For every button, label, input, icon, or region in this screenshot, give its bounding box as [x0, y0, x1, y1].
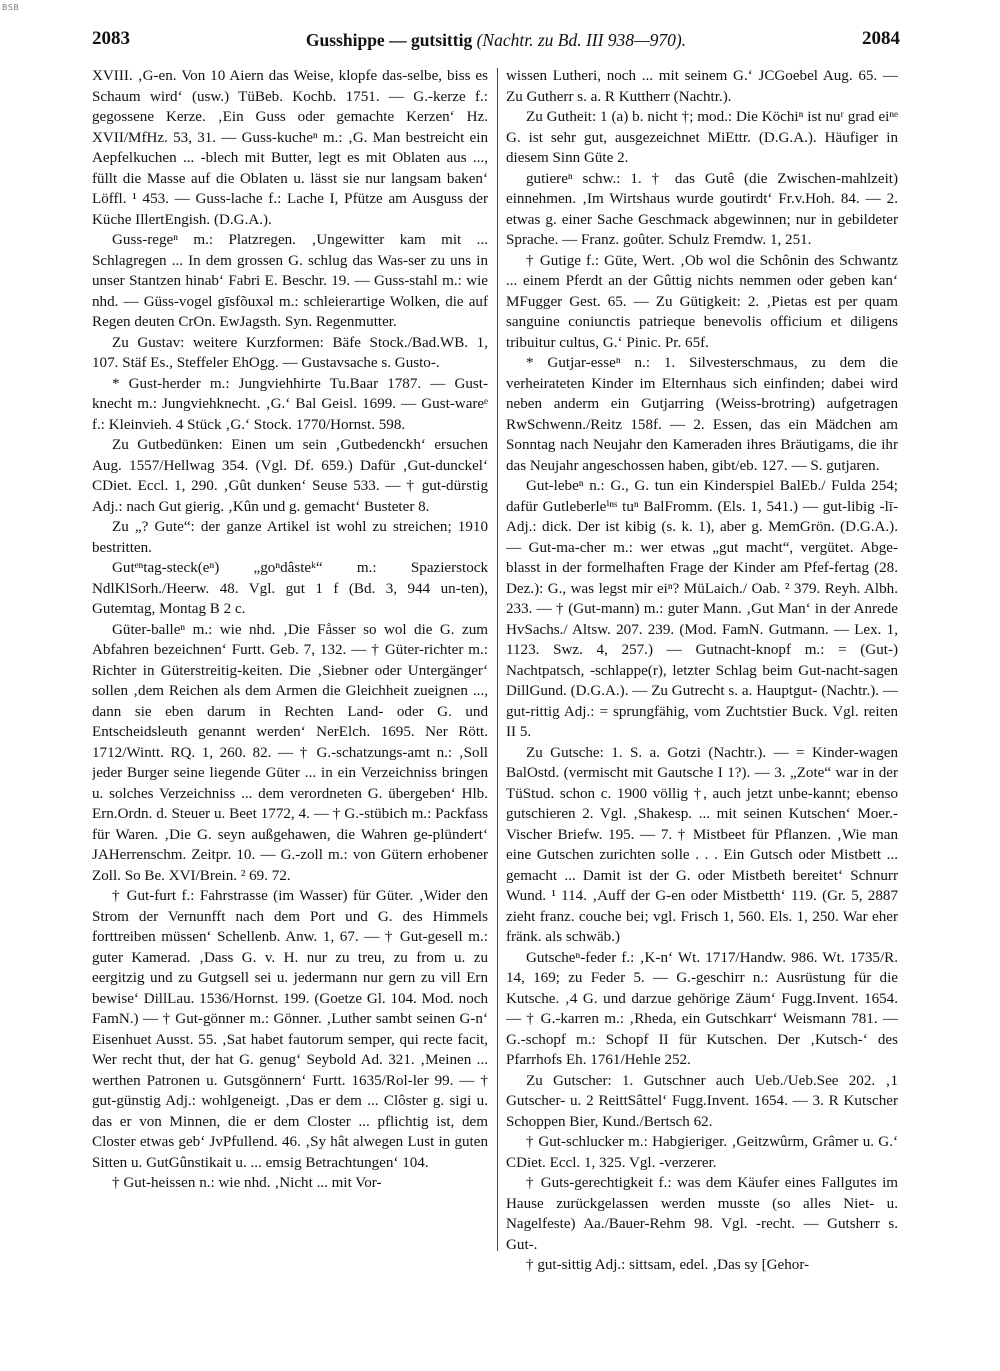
page-header — [92, 28, 900, 54]
entry-paragraph: † Gut-heissen n.: wie nhd. ‚Nicht ... mit Vor- — [112, 1175, 382, 1191]
running-subtitle: (Nachtr. zu Bd. III 938—970). — [476, 30, 687, 50]
entry-paragraph: XVIII. ‚G-en. Von 10 Aiern das Weise, klopfe das-selbe, biss es Schaum wird‘ (usw.) TüBeb. Kochb. 1751. — G.-kerze f.: gegossene Kerze. ‚Ein Guss oder gemachte Kerzen‘ Hz. XVII/MfHz. 53, 31. — Guss-kucheⁿ m.: ‚G. Man bestreicht ein Aepfelkuchen ... -blech mit Butter, legt es mit Oblaten aus ..., füllt die Masse auf die Oblaten u. lässt sie nur langsam baken‘ Löffl. ¹ 453. — Guss-lache f.: Lache I, Pfütze am Ausguss der Küche IllertEngish. (D.G.A.). — [92, 68, 488, 228]
entry-paragraph: † Gutige f.: Güte, Wert. ‚Ob wol die Schônin des Schwantz ... einem Pferdt an der Gûttig nichts nemmen oder geben kan‘ MFugger Gest. 65. — Zu Gütigkeit: 2. ‚Pietas est per quam sanguine coniunctis patrieque benevolis officium et diligens tribuitur cultus, G.‘ Pinic. Pr. 65f. — [506, 252, 898, 351]
entry-paragraph: Zu Gutscher: 1. Gutschner auch Ueb./Ueb.See 202. ‚1 Gutscher- u. 2 ReittSâttel‘ Fugg.Invent. 1654. — 3. R Kutscher Schoppen Bier, Kund./Bertsch 62. — [506, 1072, 898, 1130]
page-number-left: 2083 — [92, 28, 130, 49]
headword-range: Gusshippe — gutsittig — [305, 30, 473, 50]
entry-paragraph: † gut-sittig Adj.: sittsam, edel. ‚Das sy [Gehor- — [526, 1257, 810, 1273]
right-column — [506, 66, 898, 1347]
page-number-right: 2084 — [862, 28, 900, 49]
entry-paragraph: * Gutjar-esseⁿ n.: 1. Silvesterschmaus, zu dem die verheirateten Kinder im Elternhaus sich einfinden; dabei wird neben anderm ein Gutjarring (Weiss-brotring) aufgetragen RwSchwenn./Reitz 158f. — 2. Essen, das ein Mädchen am Sonntag nach Neujahr den Kameraden ihres Bräutigams, die ihr das Neujahr angeschossen haben, gibt/eb. 127. — S. gutjaren. — [506, 355, 898, 474]
entry-paragraph: wissen Lutheri, noch ... mit seinem G.‘ JCGoebel Aug. 65. — Zu Gutherr s. a. R Kuttherr (Nachtr.). — [506, 68, 898, 105]
entry-paragraph: gutiereⁿ schw.: 1. † das Gutê (die Zwischen-mahlzeit) einnehmen. ‚Im Wirtshaus wurde goutirdt‘ Fr.v.Hoh. 84. — 2. etwas g. einer Sache Geschmack abgewinnen; nur in gebildeter Sprache. — Franz. goûter. Schulz Fremdw. 1, 251. — [506, 170, 898, 248]
entry-paragraph: † Gut-furt f.: Fahrstrasse (im Wasser) für Güter. ‚Wider den Strom der Vernunfft nach dem Port und G. des Himmels forttreiben müssen‘ Schellenb. Anw. 1, 67. — † Gut-gesell m.: guter Kamerad. ‚Dass G. v. H. nur zu treu, zu from u. zu eergitzig und zu Gutgsell sei u. jedermann nur gern zu vill Ern bewise‘ DillLau. 1536/Hornst. 199. (Goetze Gl. 104. Mod. noch FamN.) — † Gut-gönner m.: Gönner. ‚Luther sambt seinen G-n‘ Eisenhuet Ausst. 55. ‚Sat habet fautorum semper, qui recte facit, Wer recht thut, der hat G. genug‘ Seybold Ad. 321. ‚Meinen ... werthen Patronen u. Gutsgönnern‘ Furtt. 1635/Rol-ler 99. — † gut-günstig Adj.: wohlgeneigt. ‚Das er dem ... Clôster g. sigi u. das er von Minnen, die er dem Closter ... pflichtig ist, dem Closter etwas geb‘ JvPfullend. 46. ‚Sy hât alwegen Lust in guten Sitten u. GutGûnstikait u. ... emsig Betrachtungen‘ 104. — [92, 888, 488, 1171]
entry-paragraph: Gutᵉⁿtag-steck(eⁿ) „goⁿdâsteᵏ“ m.: Spazierstock NdlKlSorh./Heerw. 48. Vgl. gut 1 f (Bd. 3, 944 un-ten), Gutemtag, Montag B 2 c. — [92, 560, 488, 617]
entry-paragraph: Güter-balleⁿ m.: wie nhd. ‚Die Fåsser so wol die G. zum Abfahren bezeichnen‘ Furtt. Geb. 7, 132. — † Güter-richter m.: Richter in Güterstreitig-keiten. Die ‚Siebner oder Untergänger‘ sollen ‚dem Reichen als dem Armen die Gleichheit zueignen ..., dann sie eben darum in Rechten Land- oder G. und Entscheidsleuth genannt werden‘ NerElch. 1695. Ner Rött. 1712/Wintt. RQ. 1, 260. 82. — † G.-schatzungs-amt n.: ‚Soll jeder Burger seine liegende Güter ... in ein Verzeichniss bringen u. solches Verzeichniss ... dem verordneten G. übergeben‘ Hlb. Ern.Ordn. d. Steuer u. Beet 1772, 4. — † G.-stübich m.: Packfass für Waren. ‚Die G. seyn außgehawen, die Wahren ge-plündert‘ JAHerrenschm. Zeitpr. 10. — G.-zoll m.: von Gütern erhobener Zoll. So Be. XVI/Brein. ² 69. 72. — [92, 621, 488, 884]
entry-paragraph: Gutscheⁿ-feder f.: ‚K-n‘ Wt. 1717/Handw. 986. Wt. 1735/R. 14, 169; zu Feder 5. — G.-geschirr n.: Ausrüstung für die Kutsche. ‚4 G. und darzue gehörige Zäum‘ Fugg.Invent. 1654. — † G.-karren m.: ‚Rheda, ein Gutschkarr‘ Weismann 781. — G.-schopf m.: Schopf II für Kutschen. Der ‚Kutsch-‘ des Pfarrhofs Eh. 1761/Hehle 252. — [506, 949, 898, 1068]
entry-paragraph: * Gust-herder m.: Jungviehhirte Tu.Baar 1787. — Gust-knecht m.: Jungviehknecht. ‚G.‘ Bal Geisl. 1699. — Gust-wareᵉ f.: Kleinvieh. 4 Stück ‚G.‘ Stock. 1770/Hornst. 598. — [92, 375, 488, 433]
entry-paragraph: † Guts-gerechtigkeit f.: was dem Käufer eines Fallgutes im Hause zurückgelassen werden musste (so alles Niet- u. Nagelfeste) Aa./Bauer-Rehm 98. Vgl. -recht. — Gutsherr s. Gut-. — [506, 1175, 898, 1253]
entry-paragraph: Zu „? Gute“: der ganze Artikel ist wohl zu streichen; 1910 bestritten. — [92, 519, 488, 556]
column-divider — [497, 68, 498, 1251]
running-title — [92, 30, 900, 51]
left-column — [92, 66, 488, 1347]
entry-paragraph: † Gut-schlucker m.: Habgieriger. ‚Geitzwûrm, Grâmer u. G.‘ CDiet. Eccl. 1, 325. Vgl. -verzerer. — [506, 1134, 898, 1171]
entry-paragraph: Zu Gutheit: 1 (a) b. nicht †; mod.: Die Köchiⁿ ist nuʳ grad eiⁿᵉ G. ist sehr gut, ausgezeichnet MiEttr. (D.G.A.). Häufiger in diesem Sinn Güte 2. — [506, 109, 898, 166]
entry-paragraph: Zu Gustav: weitere Kurzformen: Bäfe Stock./Bad.WB. 1, 107. Stäf Es., Steffeler EhOgg. — Gustavsache s. Gusto-. — [92, 334, 488, 371]
entry-paragraph: Guss-regeⁿ m.: Platzregen. ‚Ungewitter kam mit ... Schlagregen ... In dem grossen G. schlug das Was-ser zu uns in unser Stantzen hinab‘ Fabri E. Beschr. 19. — Guss-stahl m.: wie nhd. — Güss-vogel gīsfõuxəl m.: schleierartige Wolken, die auf Regen deuten CrOn. EwJagsth. Syn. Regenmutter. — [92, 232, 488, 330]
entry-paragraph: Zu Gutsche: 1. S. a. Gotzi (Nachtr.). — = Kinder-wagen BalOstd. (vermischt mit Gautsche I 1?). — 3. „Zote“ war in der TüStud. schon c. 1900 völlig †, auch jetzt unbe-kannt; ebenso gutschieren 2. Vgl. ‚Shakesp. ... mit seinen Kutschen‘ Moer.-Vischer Briefw. 195. — 7. † Mistbeet für Pflanzen. ‚Wie man eine Gutschen zurichten solle . . . Ein Gutsch oder Mistbett ... gemacht ... Damit ist der G. oder Mistbeth bereitet‘ Schnurr Wund. ¹ 114. ‚Auff der G-en oder Mistbetth‘ 119. (Gr. 5, 2887 zieht franz. couche bei; vgl. Frisch 1, 560. Els. 1, 250. War eher fränk. als schwäb.) — [506, 744, 898, 945]
entry-paragraph: Zu Gutbedünken: Einen um sein ‚Gutbedenckh‘ ersuchen Aug. 1557/Hellwag 354. (Vgl. Df. 659.) Dafür ‚Gut-dunckel‘ CDiet. Eccl. 1, 290. ‚Gût dunken‘ Seuse 533. — † gut-dürstig Adj.: nach Gut gierig. ‚Kûn und g. gemacht‘ Busteter 8. — [92, 437, 488, 515]
library-stamp: BSB — [2, 3, 20, 12]
entry-paragraph: Gut-lebeⁿ n.: G., G. tun ein Kinderspiel BalEb./ Fulda 254; dafür Gutleberleⁱⁿˢ tuⁿ BalFromm. (Els. 1, 541.) — gut-libig -lī- Adj.: dick. Der ist kibig (s. k. 1), aber g. MemGrön. (D.G.A.). — Gut-ma-cher m.: wer etwas „gut macht“, vergütet. Abge-blasst in der formelhaften Frage der Kinder am Pfef-fertag (28. Dez.): G., was legst mir eiⁿ? MüLaich./ Oab. ² 379. Reyh. Albh. 233. — † (Gut-mann) m.: guter Mann. ‚Gut Man‘ in der Anrede HvSachs./ Altsw. 207. 239. (Mod. FamN. Gutmann. — Lex. 1, 1123. Swz. 4, 257.) — Gutnacht-knopf m.: = (Gut-) Nachtpatsch, -schlappe(r), letzter Schlag beim Gut-nacht-sagen DillGund. (D.G.A.). — Zu Gutrecht s. a. Hauptgut- (Nachtr.). — gut-rittig Adj.: = sprungfähig, vom Zuchtstier Buck. Vgl. reiten II 5. — [506, 478, 898, 740]
